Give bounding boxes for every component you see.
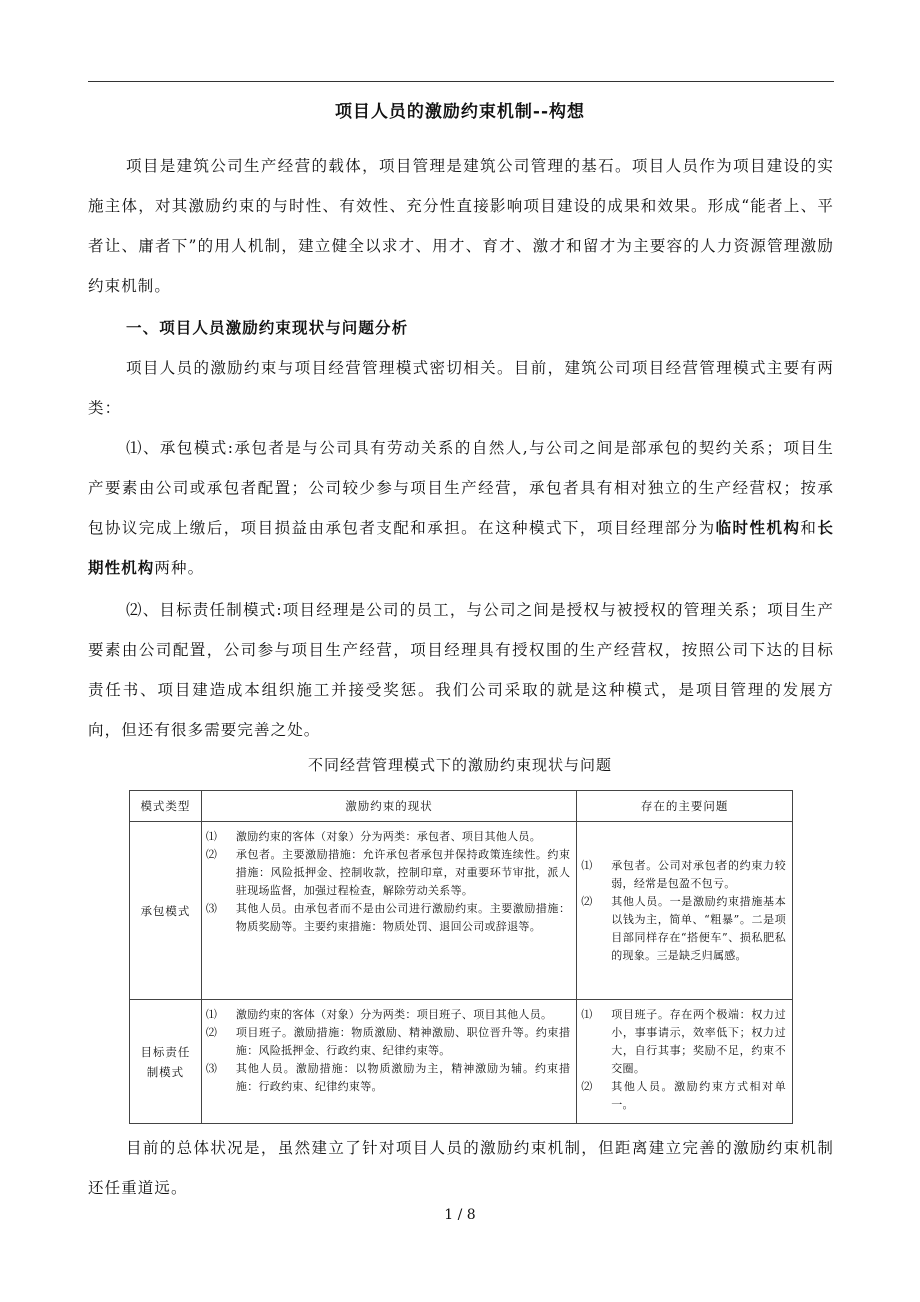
list-item: ⑴ 承包者。公司对承包者的约束力较弱，经常是包盈不包亏。	[581, 858, 786, 890]
list-item: ⑶ 其他人员。激励措施：以物质激励为主，精神激励为辅。约束措施：行政约束、纪律约束等。	[205, 1062, 571, 1093]
list-item: ⑴ 项目班子。存在两个极端：权力过小，事事请示，效率低下；权力过大，自行其事；奖励不足，约束不交圈。	[581, 1008, 786, 1075]
mode-type-label: 制模式	[146, 1064, 185, 1079]
item-1-bold-temporary: 临时性机构	[715, 519, 801, 537]
list-item: ⑴ 激励约束的客体（对象）分为两类：项目班子、项目其他人员。	[205, 1008, 553, 1021]
table-row	[130, 822, 793, 1000]
header-issues: 存在的主要问题	[577, 791, 793, 822]
closing-paragraph: 目前的总体状况是，虽然建立了针对项目人员的激励约束机制，但距离建立完善的激励约束机制还任重道远。	[88, 1139, 834, 1197]
mode-type-label: 目标责任	[140, 1044, 191, 1059]
header-mode-type: 模式类型	[130, 791, 202, 822]
page-number: 1 / 8	[444, 1207, 476, 1223]
item-1-connector: 和	[800, 519, 818, 537]
section-heading: 一、项目人员激励约束现状与问题分析	[126, 319, 409, 337]
table-header-row	[130, 791, 793, 822]
row-issues-cell	[577, 822, 793, 1000]
comparison-table	[129, 790, 793, 1124]
list-item: ⑵ 其他人员。一是激励约束措施基本以钱为主，简单、“粗暴”。二是项目部同样存在“搭便车”、损私肥私的现象。三是缺乏归属感。	[581, 894, 786, 962]
header-rule	[88, 81, 834, 82]
item-1-bold-permanent: 长期性机构	[88, 519, 834, 577]
row-status-cell	[201, 822, 576, 1000]
item-1-text: ⑴、承包模式:承包者是与公司具有劳动关系的自然人,与公司之间是部承包的契约关系；项目生产要素由公司或承包者配置；公司较少参与项目生产经营，承包者具有相对独立的生产经营权；按承包协议完成上缴后，项目损益由承包者支配和承担。在这种模式下，项目经理部分为	[88, 439, 834, 537]
header-status: 激励约束的现状	[201, 791, 576, 822]
item-1-end: 两种。	[154, 559, 205, 577]
intro-paragraph: 项目是建筑公司生产经营的载体，项目管理是建筑公司管理的基石。项目人员作为项目建设的实施主体，对其激励约束的与时性、有效性、充分性直接影响项目建设的成果和效果。形成“能者上、平者让、庸者下”的用人机制，建立健全以求才、用才、育才、激才和留才为主要容的人力资源管理激励约束机制。	[88, 157, 834, 295]
list-item: ⑵ 其他人员。激励约束方式相对单一。	[581, 1080, 786, 1111]
row-mode-type	[130, 1000, 202, 1124]
list-item: ⑵ 项目班子。激励措施：物质激励、精神激励、职位晋升等。约束措施：风险抵押金、行政约束、纪律约束等。	[205, 1026, 571, 1057]
row-issues-cell	[577, 1000, 793, 1124]
list-item: ⑶ 其他人员。由承包者而不是由公司进行激励约束。主要激励措施：物质奖励等。主要约束措施：物质处罚、退回公司或辞退等。	[205, 902, 571, 933]
row-status-cell	[201, 1000, 576, 1124]
list-item: ⑵ 承包者。主要激励措施：允许承包者承包并保持政策连续性。约束措施：风险抵押金、控制收款，控制印章，对重要环节审批，派人驻现场监督，加强过程检查，解除劳动关系等。	[205, 848, 571, 897]
document-title: 项目人员的激励约束机制--构想	[334, 102, 586, 122]
table-row	[130, 1000, 793, 1124]
table-caption: 不同经营管理模式下的激励约束现状与问题	[307, 756, 612, 774]
mode-type-label: 承包模式	[140, 903, 191, 918]
item-1-paragraph	[88, 428, 834, 588]
section-paragraph: 项目人员的激励约束与项目经营管理模式密切相关。目前，建筑公司项目经营管理模式主要有两类：	[88, 359, 834, 417]
list-item: ⑴ 激励约束的客体（对象）分为两类：承包者、项目其他人员。	[205, 830, 541, 843]
item-2-paragraph: ⑵、目标责任制模式:项目经理是公司的员工，与公司之间是授权与被授权的管理关系；项目生产要素由公司配置，公司参与项目生产经营，项目经理具有授权围的生产经营权，按照公司下达的目标责任书、项目建造成本组织施工并接受奖惩。我们公司采取的就是这种模式，是项目管理的发展方向，但还有很多需要完善之处。	[88, 601, 834, 739]
row-mode-type	[130, 822, 202, 1000]
